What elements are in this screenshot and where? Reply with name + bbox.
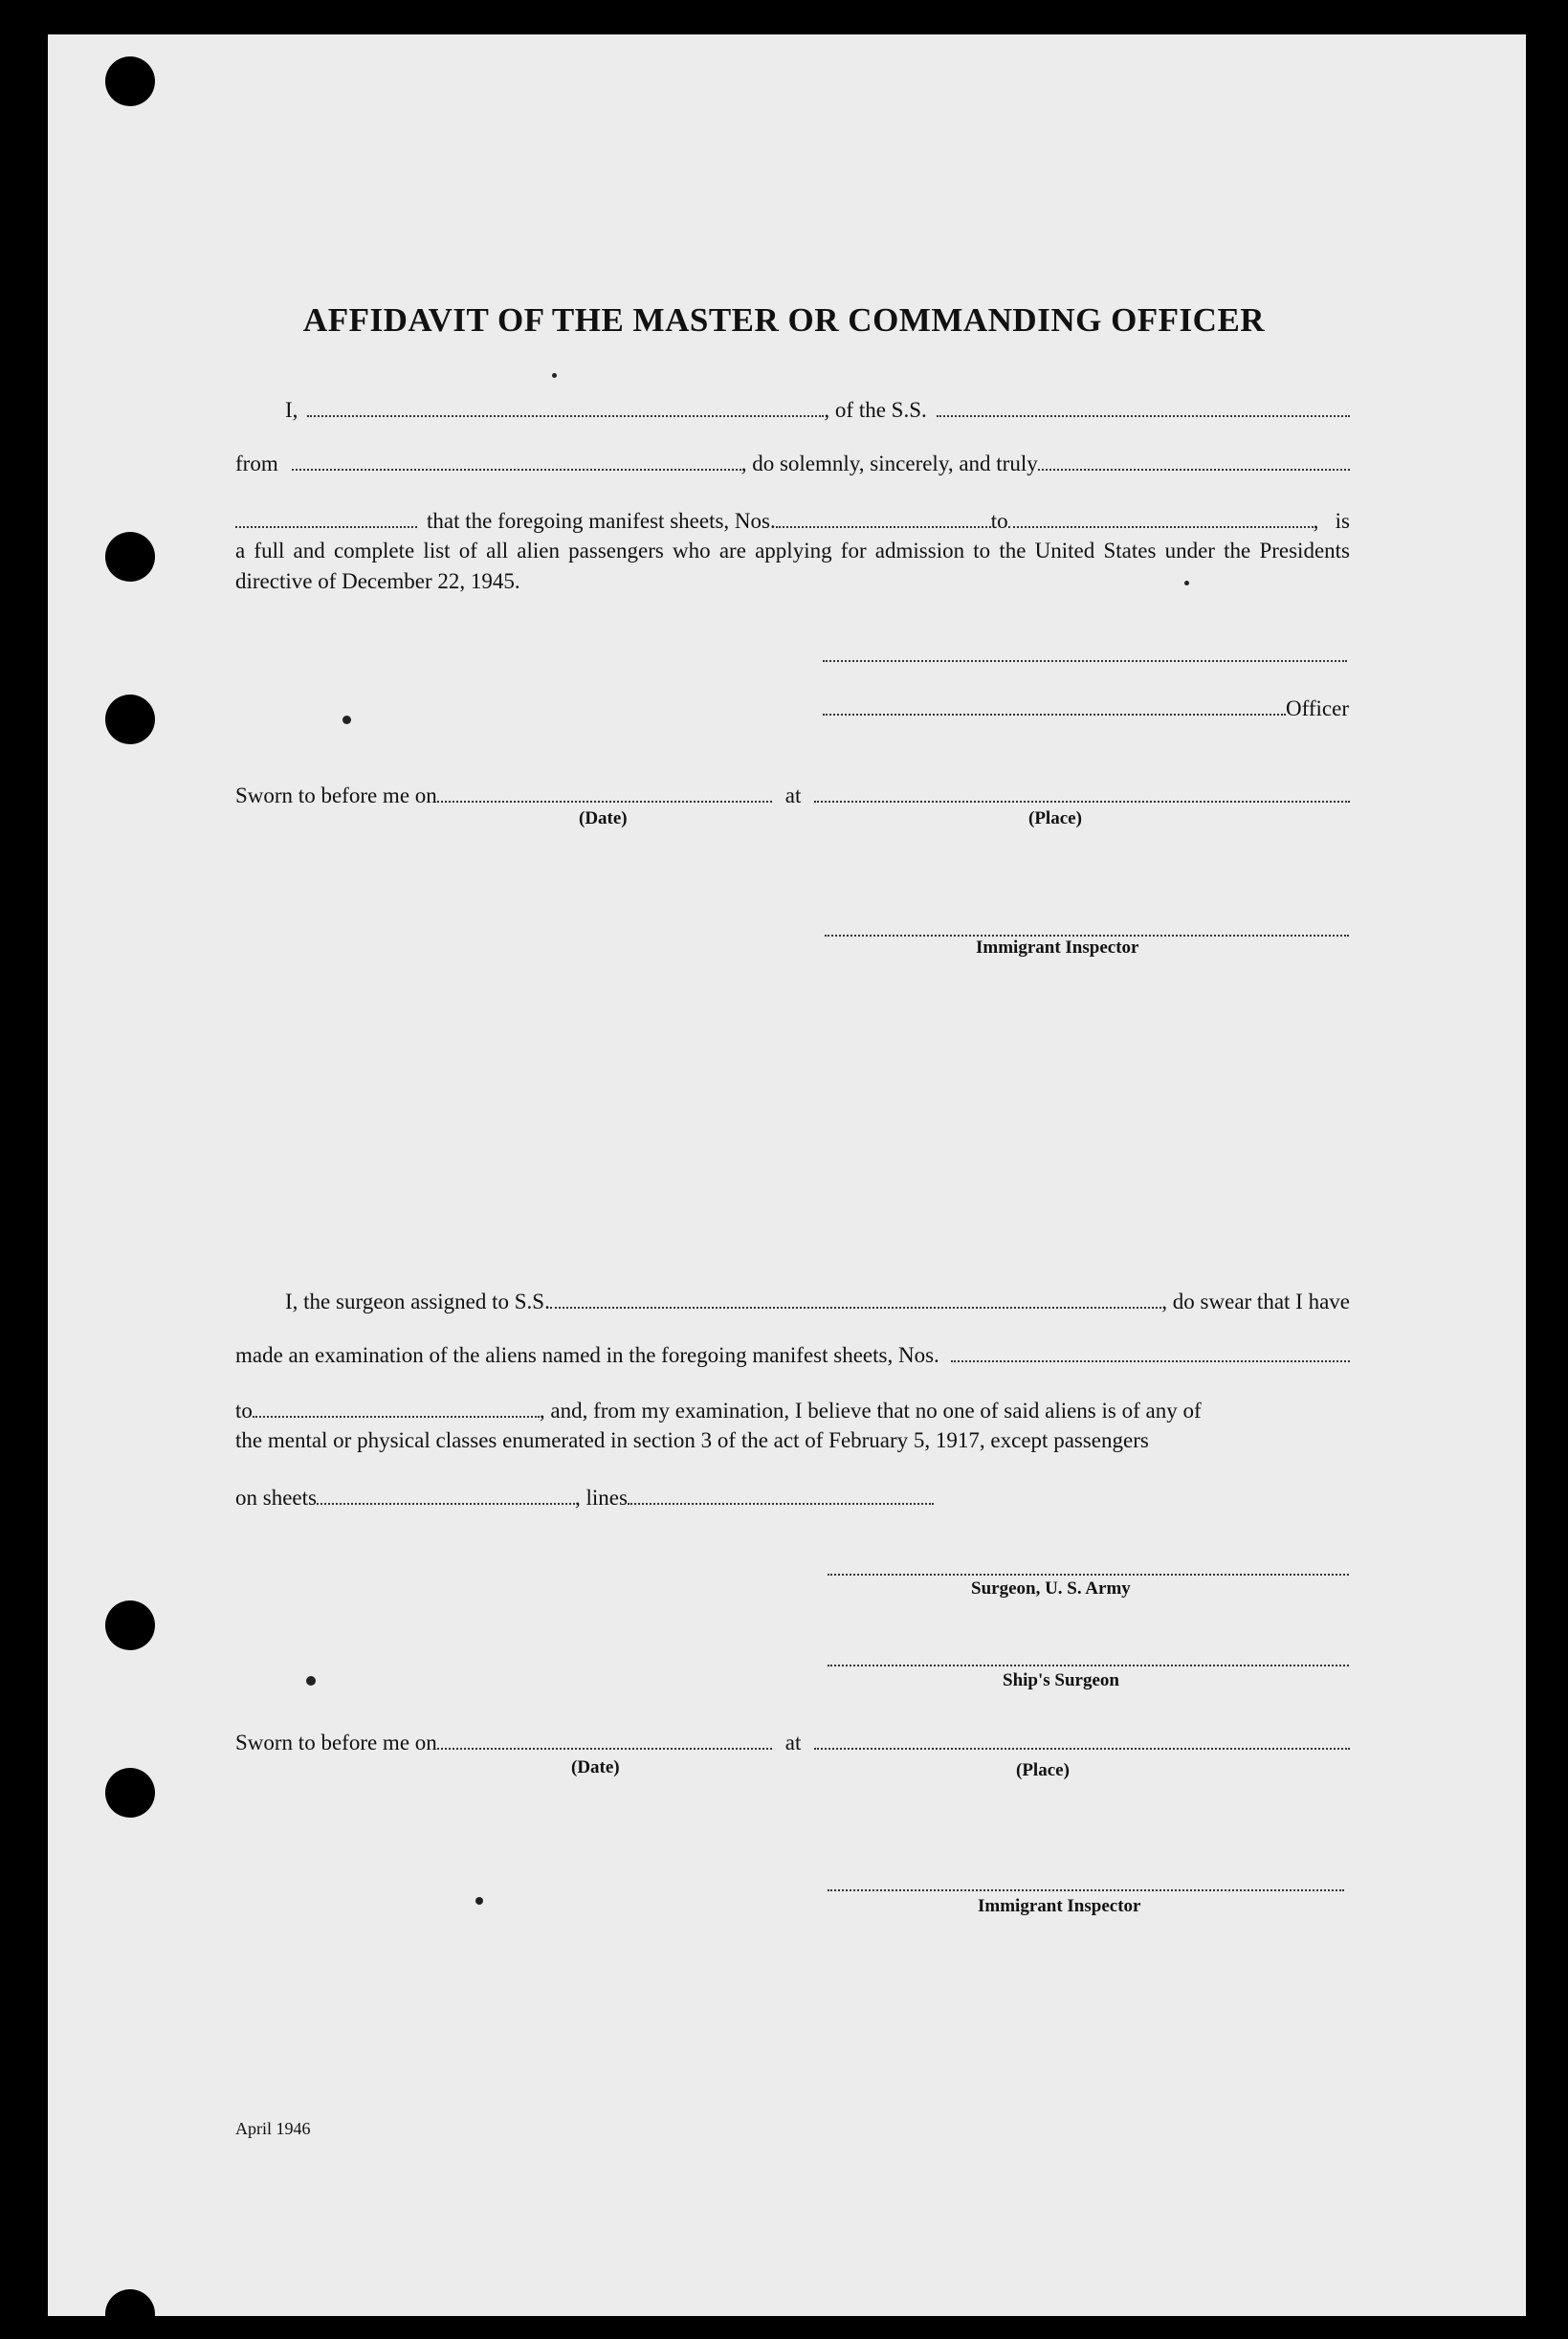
text: I, — [285, 398, 298, 422]
sworn-line-1 — [235, 780, 1350, 810]
date-caption: (Date) — [579, 808, 628, 828]
surgeon-line-2 — [235, 1339, 1350, 1370]
text: , of the S.S. — [824, 398, 927, 422]
nos-to-field[interactable] — [1008, 505, 1314, 528]
inspector-caption: Immigrant Inspector — [976, 938, 1139, 958]
text: Sworn to before me on — [235, 783, 437, 807]
binder-hole — [105, 1768, 155, 1818]
speck — [552, 373, 557, 378]
text: at — [784, 1731, 802, 1754]
text: from — [235, 452, 278, 475]
binder-hole — [105, 56, 155, 106]
place-field[interactable] — [814, 780, 1350, 803]
lines-field[interactable] — [628, 1482, 934, 1505]
form-title: AFFIDAVIT OF THE MASTER OR COMMANDING OFFICER — [302, 301, 1266, 339]
ship-surgeon-caption: Ship's Surgeon — [1003, 1670, 1119, 1690]
surgeon-body: the mental or physical classes enumerated in section 3 of the act of February 5, 1917, except passengers — [235, 1428, 1149, 1452]
speck — [306, 1676, 316, 1686]
place-caption: (Place) — [1028, 808, 1082, 828]
sheets-field[interactable] — [317, 1482, 575, 1505]
text: on sheets — [235, 1486, 317, 1510]
officer-line — [823, 693, 1349, 723]
date-field[interactable] — [437, 780, 772, 803]
text: to — [235, 1399, 253, 1423]
surgeon-ship-field[interactable] — [550, 1286, 1161, 1309]
inspector-signature-line[interactable] — [825, 933, 1349, 937]
form-date-footer: April 1946 — [235, 2119, 311, 2138]
text: at — [784, 783, 802, 807]
surgeon-line-1 — [235, 1286, 1350, 1316]
swear-field[interactable] — [1038, 448, 1350, 471]
surgeon-to-field[interactable] — [253, 1395, 540, 1418]
master-body: a full and complete list of all alien passengers who are applying for admission to the United States under the Presidents directive of December 22, 1945. — [235, 539, 1350, 593]
master-line-1 — [235, 394, 1350, 425]
speck — [475, 1897, 483, 1905]
text: , and, from my examination, I believe that no one of said aliens is of any of — [539, 1399, 1202, 1423]
text: made an examination of the aliens named in the foregoing manifest sheets, Nos. — [235, 1343, 939, 1367]
army-surgeon-caption: Surgeon, U. S. Army — [971, 1578, 1131, 1599]
form-page — [48, 34, 1526, 2316]
ship-field[interactable] — [937, 394, 1350, 417]
master-line-3 — [235, 505, 1350, 536]
surgeon-nos-field[interactable] — [951, 1339, 1350, 1362]
inspector-caption: Immigrant Inspector — [978, 1896, 1141, 1916]
text: Sworn to before me on — [235, 1731, 437, 1754]
officer-label: Officer — [1286, 696, 1349, 720]
name-field[interactable] — [307, 394, 824, 417]
text: to — [990, 509, 1008, 533]
surgeon-line-5 — [235, 1482, 1350, 1512]
text: , do solemnly, sincerely, and truly — [740, 452, 1038, 475]
army-surgeon-signature-line[interactable] — [828, 1572, 1349, 1576]
binder-hole — [105, 2289, 155, 2339]
surgeon-line-3 — [235, 1395, 1350, 1425]
nos-from-field[interactable] — [776, 505, 991, 528]
place-field[interactable] — [814, 1727, 1350, 1750]
signature-line[interactable] — [823, 658, 1347, 662]
master-line-2 — [235, 448, 1350, 478]
officer-field[interactable] — [823, 693, 1286, 716]
text: , lines — [574, 1486, 628, 1510]
text: that the foregoing manifest sheets, Nos. — [427, 509, 776, 533]
text: , is — [1313, 509, 1350, 533]
oath-field[interactable] — [235, 505, 417, 528]
speck — [342, 716, 351, 724]
text: I, the surgeon assigned to S.S. — [285, 1290, 550, 1313]
date-field[interactable] — [437, 1727, 772, 1750]
place-caption: (Place) — [1016, 1760, 1070, 1780]
from-field[interactable] — [292, 448, 741, 471]
binder-hole — [105, 1600, 155, 1650]
binder-hole — [105, 532, 155, 582]
date-caption: (Date) — [571, 1757, 620, 1777]
binder-hole — [105, 695, 155, 744]
inspector-signature-line[interactable] — [828, 1887, 1344, 1891]
sworn-line-2 — [235, 1727, 1350, 1757]
ship-surgeon-signature-line[interactable] — [828, 1663, 1349, 1666]
text: , do swear that I have — [1161, 1290, 1350, 1313]
